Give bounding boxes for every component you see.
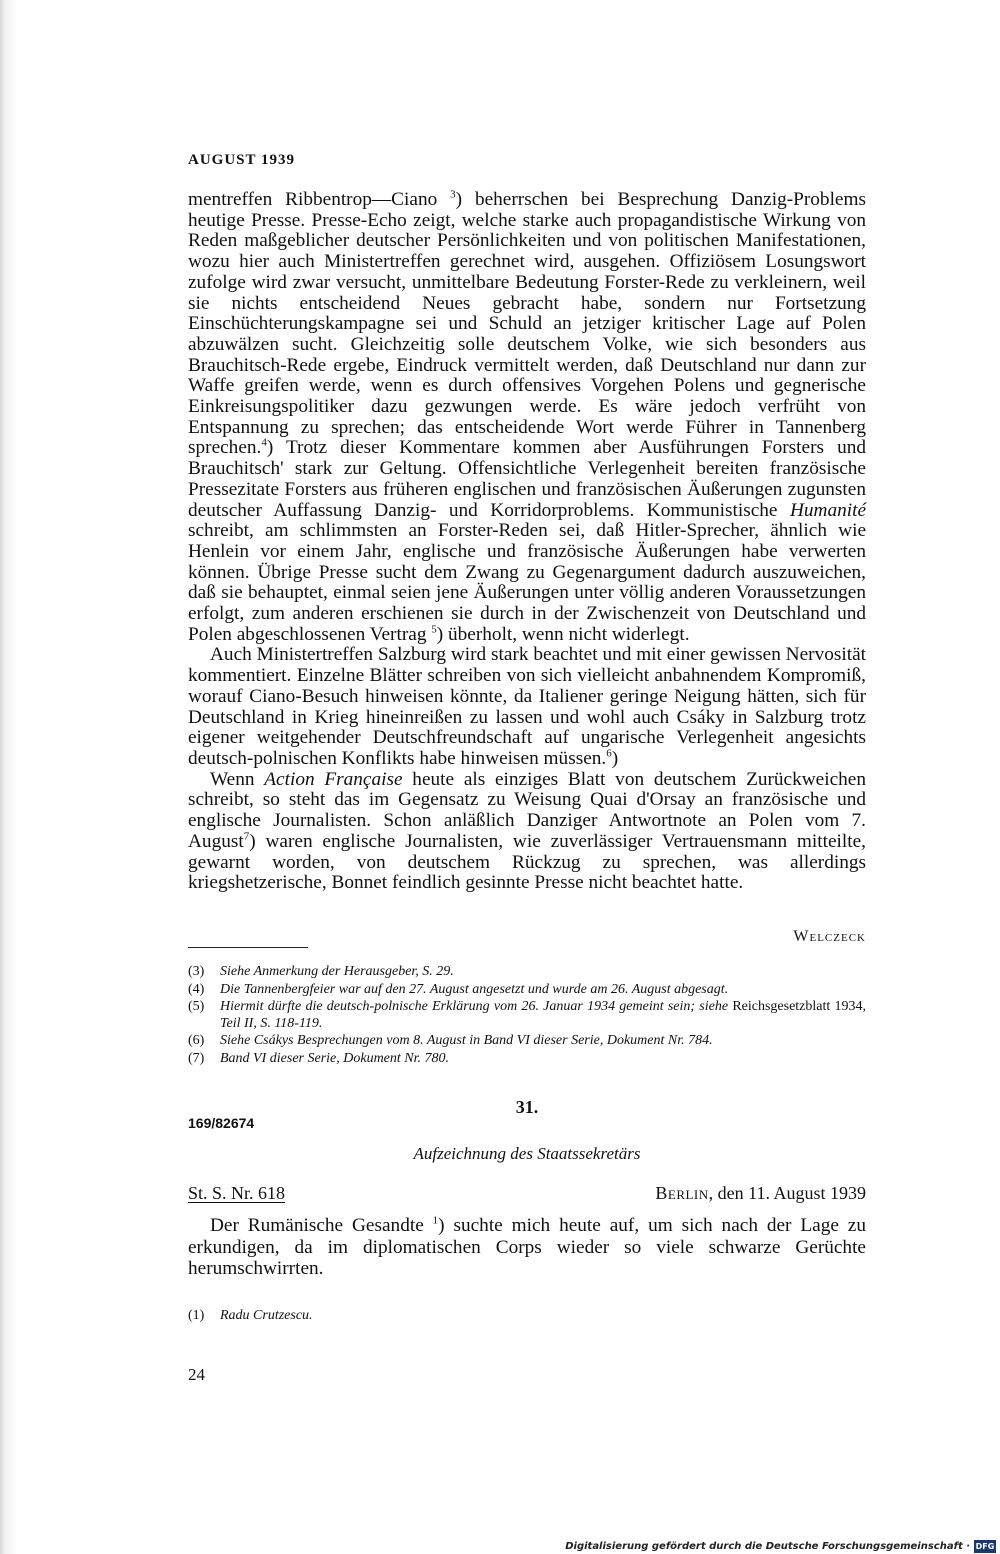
footnote-ref-1: 1 (432, 1214, 439, 1227)
document-number: 31. (515, 1097, 539, 1117)
running-head: AUGUST 1939 (188, 152, 295, 168)
digitization-credit: Digitalisierung gefördert durch die Deutsche Forschungsgemeinschaft · (565, 1541, 970, 1552)
letter-body (188, 190, 866, 894)
footnote-item: (7) Band VI dieser Serie, Dokument Nr. 780. (188, 1050, 450, 1066)
newspaper-title: Action Française (264, 768, 403, 790)
footnote-ref-3: 3 (450, 188, 456, 201)
paragraph-1: mentreffen Ribbentrop—Ciano $^3$) beherrschen bei Besprechung Danzig-Problems heutige Presse. Presse-Echo zeigt, welche starke auch propagandistische Wirkung von Reden maßgeblicher deutscher Persönlichkeiten und von politischen Manifestationen, wozu hier auch Ministertreffen gerechnet wird, ausgehen. Offiziösem Losungswort zufolge wird zwar versucht, unmittelbare Bedeutung Forster-Rede zu verkleinern, weil sie nichts entscheidend Neues gebracht habe, sondern nur Fortsetzung Einschüchterungskampagne sei und Schuld an jetziger kritischer Lage auf Polen abzuwälzen sucht. Gleichzeitig solle deutschem Volke, wie sich besonders aus Brauchitsch-Rede ergebe, Eindruck vermittelt werden, daß Deutschland nur dann zur Waffe greifen werde, wenn es durch offensives Vorgehen Polens und gegnerische Einkreisungspolitiker dazu gezwungen werde. Es wäre jedoch verfrüht von Entspannung zu sprechen; das entscheidende Wort werde Führer in Tannenberg sprechen.$^4$) Trotz dieser Kommentare kommen aber Ausführungen Forsters und Brauchitsch' stark zur Geltung. Offensichtliche Verlegenheit bereiten französische Pressezitate Forsters aus früheren englischen und französischen Äußerungen zugunsten deutscher Auffassung Danzig- und Korridorproblems. Kommunistische Humanité schreibt, am schlimmsten an Forster-Reden sei, daß Hitler-Sprecher, ähnlich wie Henlein vor einem Jahr, englische und französische Äußerungen habe verwerten können. Übrige Presse sucht dem Zwang zu Gegenargument dadurch auszuweichen, daß sie behauptet, einmal seien jene Äußerungen unter völlig anderen Voraussetzungen erfolgt, zum anderen erschienen sie durch in der Zwischenzeit von Deutschland und Polen abgeschlossenen Vertrag $^5$) überholt, wenn nicht widerlegt. (188, 188, 866, 645)
footnote-item: (6) Siehe Csákys Besprechungen vom 8. August in Band VI dieser Serie, Dokument Nr. 784. (188, 1033, 713, 1048)
record-paragraph: Der Rumänische Gesandte $^1$) suchte mich heute auf, um sich nach der Lage zu erkundigen, da im diplomatischen Corps wieder so viele schwarze Gerüchte herumschwirrten. (188, 1214, 867, 1279)
paragraph-2: Auch Ministertreffen Salzburg wird stark beachtet und mit einer gewissen Nervosität kommentiert. Einzelne Blätter schreiben von sich vielleicht anbahnendem Kompromiß, worauf Ciano-Besuch hinweisen könnte, da Italiener geringe Neigung hätten, sich für Deutschland in Krieg hineinreißen zu lassen und wohl auch Csáky in Salzburg trotz eigener weitgehender Deutschfreundschaft auf ungarische Verlegenheit angesichts deutsch-polnischen Konflikts habe hinweisen müssen.$^6$) (188, 644, 866, 769)
footnote-item: (1) Radu Crutzescu. (188, 1308, 313, 1323)
newspaper-title: Humanité (789, 499, 866, 521)
footnote-ref-7: 7 (243, 830, 250, 843)
record-footnotes (188, 1308, 866, 1326)
paragraph-3: Wenn Action Française heute als einziges Blatt von deutschem Zurückweichen schreibt, so steht das im Gegensatz zu Weisung Quai d'Orsay an französische und englische Journalisten. Schon anläßlich Danziger Antwortnote an Polen vom 7. August$^7$) waren englische Journalisten, wie zuverlässiger Vertrauensmann mitteilte, gewarnt worden, von deutschem Rückzug zu sprechen, was allerdings kriegshetzerische, Bonnet feindlich gesinnte Presse nicht beachtet hatte. (188, 768, 866, 894)
archive-reference: 169/82674 (188, 1115, 255, 1131)
footnote-ref-6: 6 (606, 747, 612, 760)
document-meta (188, 1183, 866, 1204)
document-title: Aufzeichnung des Staatssekretärs (413, 1144, 641, 1163)
footnote-item: (5) Hiermit dürfte die deutsch-polnische Erklärung vom 26. Januar 1934 gemeint sein; siehe Reichsgesetzblatt 1934, Teil II, S. 118-119. (188, 999, 867, 1031)
signature: Welczeck (793, 928, 866, 945)
filing-number: St. S. Nr. 618 (188, 1183, 286, 1203)
footnotes (188, 964, 866, 1068)
record-body (188, 1215, 866, 1280)
footnote-ref-5: 5 (431, 623, 437, 636)
footnote-ref-4: 4 (261, 437, 267, 450)
page-number: 24 (188, 1365, 205, 1384)
dfg-logo: DFG (975, 1542, 995, 1551)
place-date: Berlin, den 11. August 1939 (655, 1183, 866, 1203)
footnote-item: (3) Siehe Anmerkung der Herausgeber, S. 29. (188, 964, 454, 979)
footnote-divider (188, 947, 308, 948)
footnote-item: (4) Die Tannenbergfeier war auf den 27. August angesetzt und wurde am 26. August abgesagt. (188, 981, 729, 997)
